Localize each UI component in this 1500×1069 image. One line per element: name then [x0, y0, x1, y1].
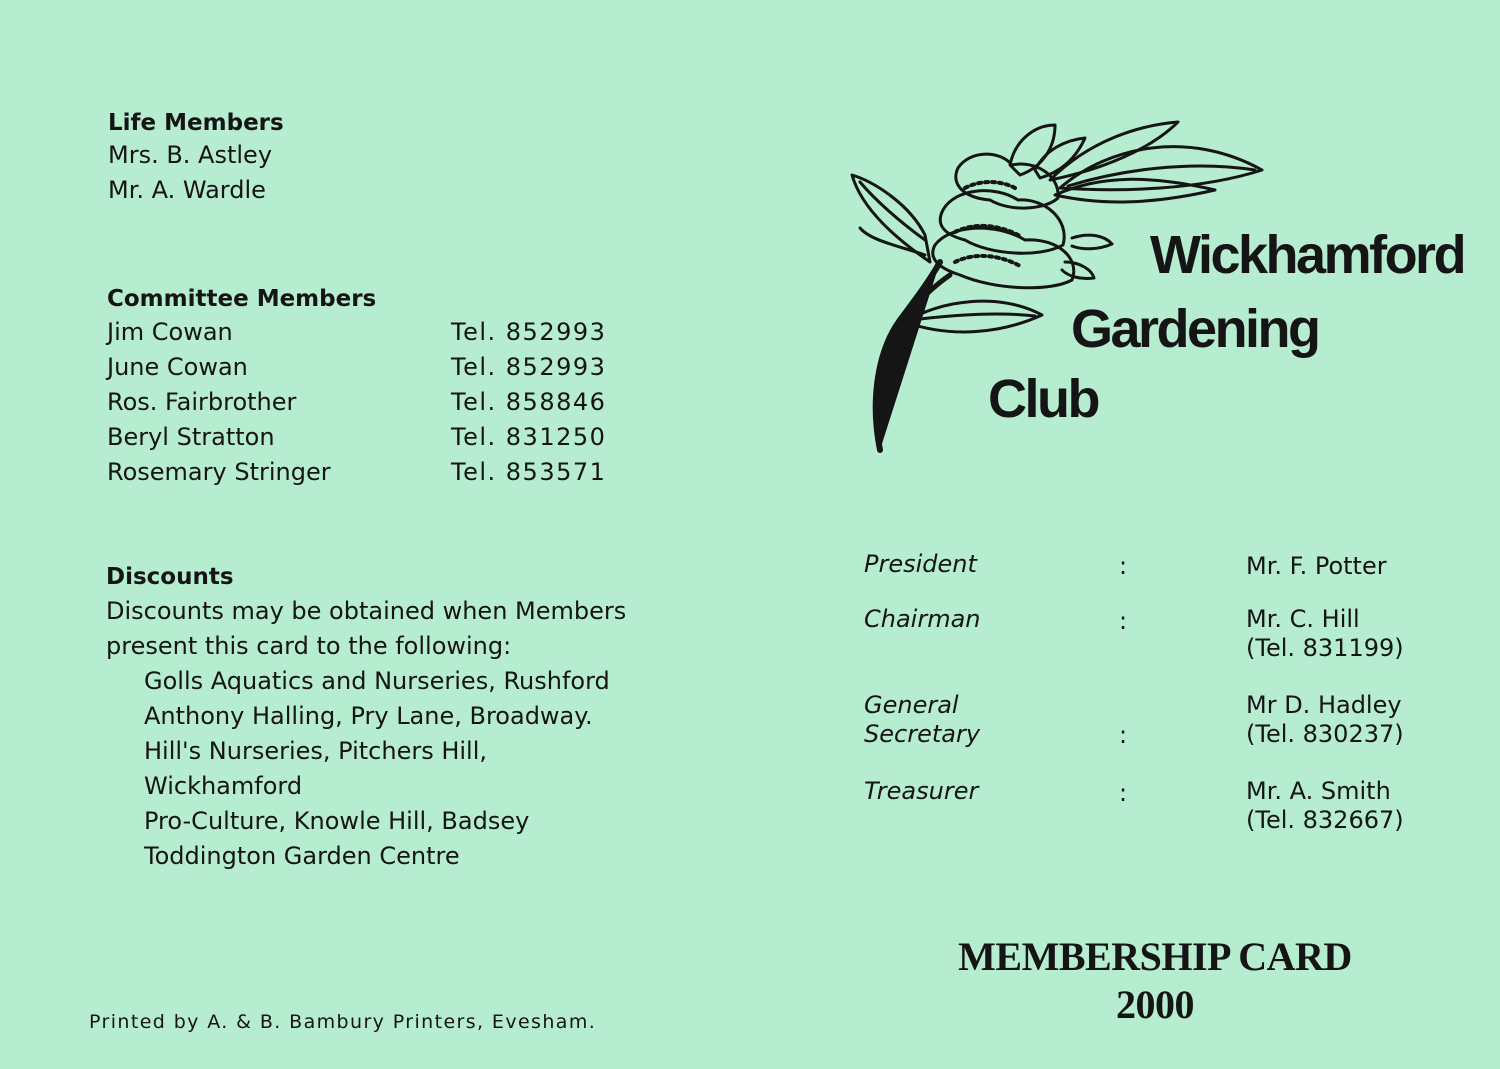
- card-title: MEMBERSHIP CARD: [958, 934, 1352, 979]
- card-year: 2000: [1116, 982, 1194, 1027]
- officer-row: [864, 605, 1464, 691]
- committee-title: Committee Members: [107, 286, 377, 312]
- discounts-intro: present this card to the following:: [106, 632, 512, 660]
- officer-value: [1246, 777, 1404, 835]
- officer-tel: (Tel. 830237): [1246, 720, 1404, 748]
- officer-row: [864, 548, 1464, 605]
- committee-tel: Tel. 852993: [451, 318, 607, 346]
- officer-row: [864, 777, 1464, 837]
- officer-value: [1246, 691, 1404, 749]
- discounts-intro: Discounts may be obtained when Members: [106, 597, 627, 625]
- committee-name: Ros. Fairbrother: [107, 388, 297, 416]
- officer-value: [1246, 605, 1404, 663]
- discount-place: Anthony Halling, Pry Lane, Broadway.: [144, 702, 593, 730]
- committee-tel: Tel. 831250: [451, 423, 607, 451]
- club-name-line: Wickhamford: [1150, 225, 1465, 285]
- committee-row: [107, 315, 667, 350]
- printer-credit: Printed by A. & B. Bambury Printers, Evesham.: [89, 1011, 597, 1033]
- officer-role: Chairman: [864, 605, 981, 633]
- officer-name: Mr. C. Hill: [1246, 605, 1360, 633]
- discount-place: Pro-Culture, Knowle Hill, Badsey: [144, 807, 530, 835]
- officer-role: Treasurer: [864, 777, 979, 805]
- officer-colon: :: [1119, 779, 1128, 807]
- committee-tel: Tel. 853571: [451, 458, 607, 486]
- officer-name: Mr. F. Potter: [1246, 552, 1387, 580]
- officer-colon: :: [1119, 552, 1128, 580]
- officer-name: Mr D. Hadley: [1246, 691, 1402, 719]
- officer-tel: (Tel. 832667): [1246, 806, 1404, 834]
- life-member: Mr. A. Wardle: [108, 176, 266, 204]
- officer-row: [864, 691, 1464, 777]
- club-name-line: Gardening: [1071, 299, 1319, 359]
- committee-tel: Tel. 858846: [451, 388, 607, 416]
- committee-row: [107, 385, 667, 420]
- officers-list: [864, 548, 1464, 837]
- discount-place: Hill's Nurseries, Pitchers Hill,: [144, 737, 488, 765]
- life-members-section: [108, 108, 284, 208]
- officer-role: President: [864, 550, 977, 578]
- committee-name: Beryl Stratton: [107, 423, 275, 451]
- committee-section: [107, 283, 667, 490]
- discount-place: Golls Aquatics and Nurseries, Rushford: [144, 667, 610, 695]
- officer-role: General Secretary: [864, 691, 981, 748]
- officer-colon: :: [1119, 721, 1128, 749]
- committee-row: [107, 350, 667, 385]
- committee-name: Jim Cowan: [107, 318, 233, 346]
- committee-row: [107, 455, 667, 490]
- officer-value: [1246, 552, 1387, 581]
- committee-row: [107, 420, 667, 455]
- officer-colon: :: [1119, 607, 1128, 635]
- discount-place: Wickhamford: [144, 772, 303, 800]
- committee-name: June Cowan: [107, 353, 248, 381]
- membership-card-heading: [900, 933, 1410, 1029]
- club-name-line: Club: [988, 369, 1098, 429]
- discounts-section: [106, 561, 746, 874]
- officer-name: Mr. A. Smith: [1246, 777, 1391, 805]
- discount-place: Toddington Garden Centre: [144, 842, 460, 870]
- committee-tel: Tel. 852993: [451, 353, 607, 381]
- officer-tel: (Tel. 831199): [1246, 634, 1404, 662]
- committee-name: Rosemary Stringer: [107, 458, 331, 486]
- life-members-title: Life Members: [108, 110, 284, 136]
- life-member: Mrs. B. Astley: [108, 141, 273, 169]
- discounts-title: Discounts: [106, 564, 234, 590]
